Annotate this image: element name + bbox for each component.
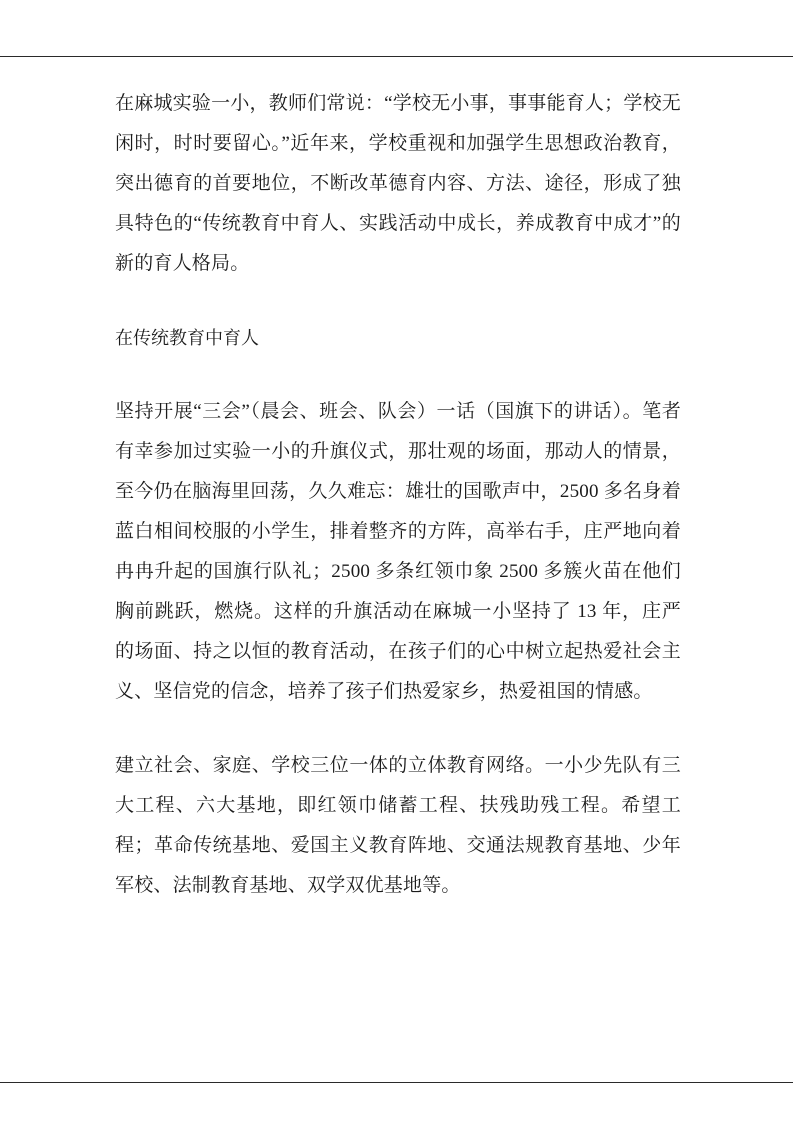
paragraph-flag-ceremony: 坚持开展“三会”（晨会、班会、队会）一话（国旗下的讲话）。笔者有幸参加过实验一小的升旗仪式，那壮观的场面，那动人的情景，至今仍在脑海里回荡，久久难忘：雄壮的国歌声中，2500 多名身着蓝白相间校服的小学生，排着整齐的方阵，高举右手，庄严地向着冉冉升起的国旗行队礼；2500 多条红领巾象 2500 多簇火苗在他们胸前跳跃，燃烧。这样的升旗活动在麻城一小坚持了 13 年，庄严的场面、持之以恒的教育活动，在孩子们的心中树立起热爱社会主义、坚信党的信念，培养了孩子们热爱家乡，热爱祖国的情感。 [115,401,681,702]
paragraph-education-network: 建立社会、家庭、学校三位一体的立体教育网络。一小少先队有三大工程、六大基地，即红领巾储蓄工程、扶残助残工程。希望工程；革命传统基地、爱国主义教育阵地、交通法规教育基地、少年军校、法制教育基地、双学双优基地等。 [115,755,681,896]
header-divider-line [0,56,793,57]
footer-divider-line [0,1082,793,1083]
section-heading-traditional-education: 在传统教育中育人 [115,328,259,348]
document-body [115,84,681,906]
paragraph-intro: 在麻城实验一小，教师们常说：“学校无小事，事事能育人；学校无闲时，时时要留心。”近年来，学校重视和加强学生思想政治教育，突出德育的首要地位，不断改革德育内容、方法、途径，形成了独具特色的“传统教育中育人、实践活动中成长，养成教育中成才”的新的育人格局。 [115,93,681,274]
